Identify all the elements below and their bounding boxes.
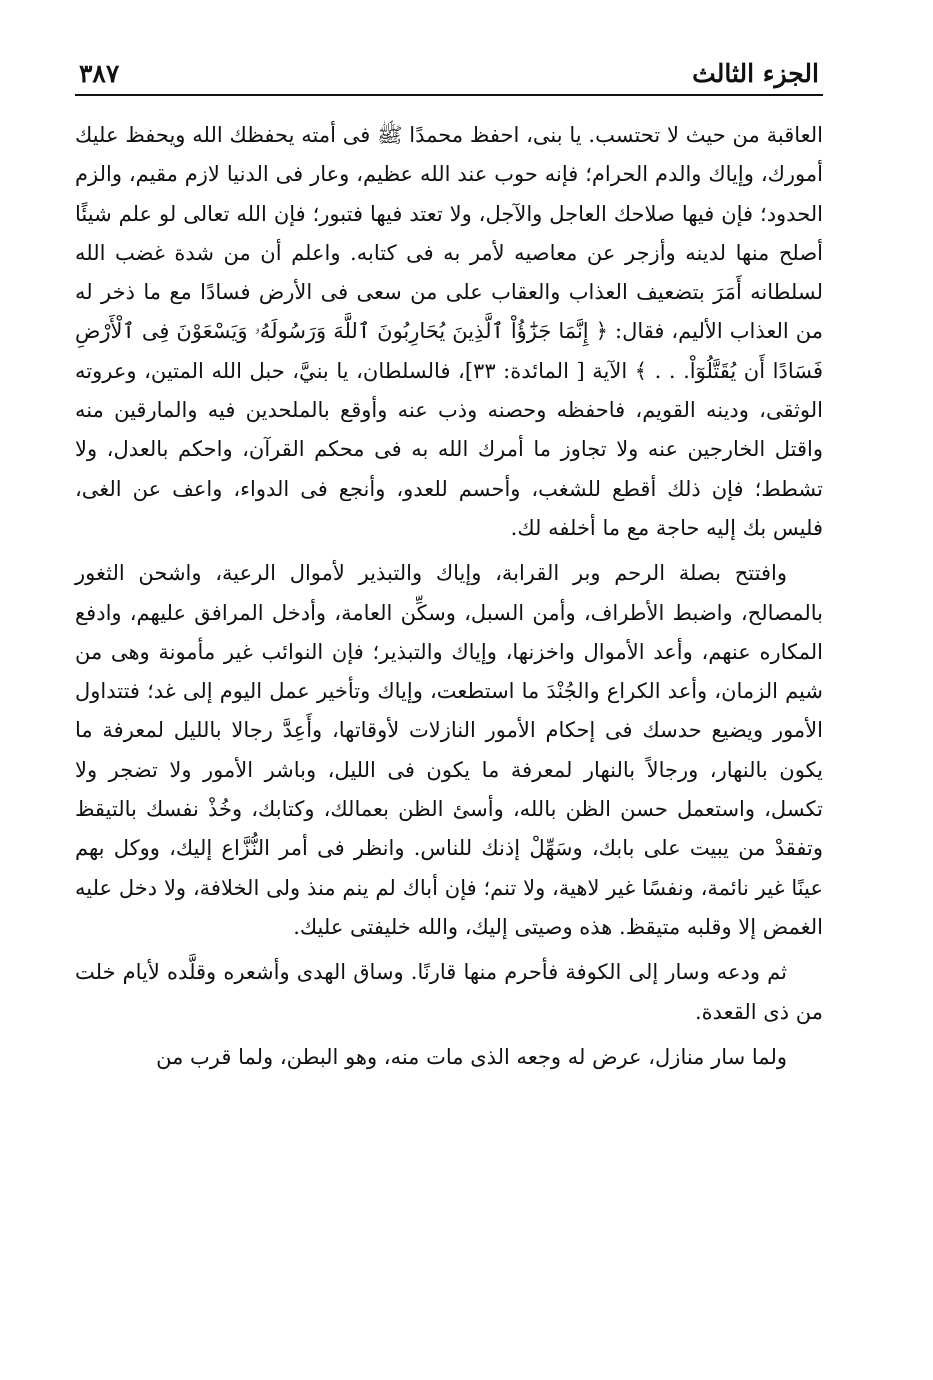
paragraph-4: ولما سار منازل، عرض له وجعه الذى مات منه، وهو البطن، ولما قرب من bbox=[156, 1044, 787, 1069]
book-page bbox=[75, 48, 823, 1077]
page-header bbox=[75, 48, 823, 88]
page-number: ٣٨٧ bbox=[79, 59, 120, 88]
running-title: الجزء الثالث bbox=[692, 59, 819, 88]
paragraph-1: العاقبة من حيث لا تحتسب. يا بنى، احفظ محمدًا ﷺ فى أمته يحفظك الله ويحفظ عليك أمورك، وإياك والدم الحرام؛ فإنه حوب عند الله عظيم، وعار فى الدنيا لازم مقيم، والزم الحدود؛ فإن فيها صلاحك العاجل والآجل، ولا تعتد فيها فتبور؛ فإن الله تعالى لو علم شيئًا أصلح منها لدينه وأزجر عن معاصيه لأمر به فى كتابه. واعلم أن من شدة غضب الله لسلطانه أَمَرَ بتضعيف العذاب والعقاب على من سعى فى الأرض فسادًا مع ما ذخر له من العذاب الأليم، فقال: ﴿ إِنَّمَا جَزَٰٓؤُاْ ٱلَّذِينَ يُحَارِبُونَ ٱللَّهَ وَرَسُولَهُۥ وَيَسْعَوْنَ فِى ٱلْأَرْضِ فَسَادًا أَن يُقَتَّلُوٓاْ. . . ﴾ الآية [ المائدة: ٣٣]، فالسلطان، يا بنيَّ، حبل الله المتين، وعروته الوثقى، ودينه القويم، فاحفظه وحصنه وذب عنه وأوقع بالملحدين فيه والمارقين منه واقتل الخارجين عنه ولا تجاوز ما أمرك الله به فى محكم القرآن، واحكم بالعدل، ولا تشطط؛ فإن ذلك أقطع للشغب، وأحسم للعدو، وأنجع فى الدواء، واعف عن الغى، فليس بك إليه حاجة مع ما أخلفه لك. bbox=[75, 123, 823, 540]
paragraph-3: ثم ودعه وسار إلى الكوفة فأحرم منها قارنًا. وساق الهدى وأشعره وقلَّده لأيام خلت من ذى القعدة. bbox=[75, 960, 823, 1024]
header-rule bbox=[75, 94, 823, 96]
paragraph-2: وافتتح بصلة الرحم وبر القرابة، وإياك والتبذير لأموال الرعية، واشحن الثغور بالمصالح، واضبط الأطراف، وأمن السبل، وسكِّن العامة، وأدخل المرافق عليهم، وادفع المكاره عنهم، وأعد الأموال واخزنها، وإياك والتبذير؛ فإن النوائب غير مأمونة وهى من شيم الزمان، وأعد الكراع والجُنْدَ ما استطعت، وإياك وتأخير عمل اليوم إلى غد؛ فتتداول الأمور ويضيع حدسك فى إحكام الأمور النازلات لأوقاتها، وأَعِدَّ رجالا بالليل لمعرفة ما يكون بالنهار، ورجالاً بالنهار لمعرفة ما يكون فى الليل، وباشر الأمور ولا تضجر ولا تكسل، واستعمل حسن الظن بالله، وأسئ الظن بعمالك، وكتابك، وخُذْ نفسك بالتيقظ وتفقدْ من يبيت على بابك، وسَهِّلْ إذنك للناس. وانظر فى أمر النُّزَّاع إليك، ووكل بهم عينًا غير نائمة، ونفسًا غير لاهية، ولا تنم؛ فإن أباك لم ينم منذ ولى الخلافة، ولا دخل عليه الغمض إلا وقلبه متيقظ. هذه وصيتى إليك، والله خليفتى عليك. bbox=[75, 561, 823, 939]
body-text bbox=[75, 116, 823, 1077]
